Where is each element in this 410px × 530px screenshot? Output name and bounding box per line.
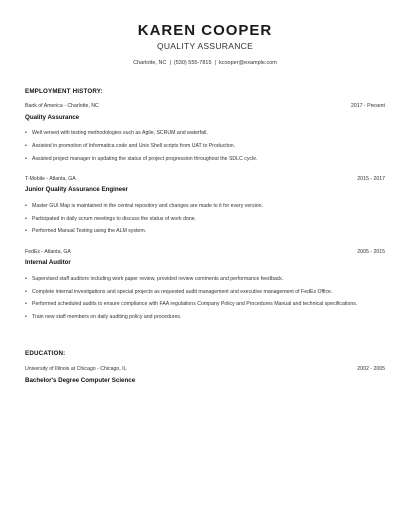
bullet-item: • Participated in daily scrum meetings to discuss the status of work done.	[25, 216, 385, 223]
candidate-title: QUALITY ASSURANCE	[156, 41, 254, 51]
contact-email: kcooper@example.com	[218, 60, 277, 66]
education-dates: 2002 - 2005	[357, 366, 385, 372]
candidate-name: KAREN COOPER	[137, 22, 273, 39]
job-title: Internal Auditor	[25, 259, 71, 266]
contact-line	[0, 60, 410, 66]
job-dates: 2015 - 2017	[357, 176, 385, 182]
bullet-item: • Supervised staff auditors including work paper review, provided review comments and performance feedback.	[25, 276, 385, 283]
job-header	[25, 176, 385, 182]
contact-location: Charlotte, NC	[133, 60, 167, 66]
employment-heading: EMPLOYMENT HISTORY:	[25, 88, 103, 95]
bullet-item: • Assisted in promotion of Informatica code and Unix Shell scripts from UAT to Production.	[25, 143, 385, 150]
job-bullets	[25, 130, 385, 163]
job-bullets	[25, 203, 385, 235]
education-header	[25, 366, 385, 372]
bullet-item: • Performed Manual Testing using the ALM system.	[25, 228, 385, 235]
contact-phone: (530) 555-7815	[173, 60, 212, 66]
education-school-location: University of Illinois at Chicago - Chicago, IL	[25, 366, 127, 372]
job-header	[25, 249, 385, 255]
bullet-item: • Train new staff members on daily auditing policy and procedures.	[25, 314, 385, 321]
job-company-location: FedEx - Atlanta, GA	[25, 249, 71, 255]
job-company-location: Bank of America - Charlotte, NC	[25, 103, 99, 109]
education-heading: EDUCATION:	[25, 350, 66, 357]
job-dates: 2005 - 2015	[357, 249, 385, 255]
bullet-item: • Complete internal investigations and special projects as requested audit management and executive management of FedEx Office.	[25, 289, 385, 296]
bullet-item: • Performed scheduled audits to ensure compliance with FAA regulations Company Policy and Procedures Manual and technical specifications.	[25, 301, 385, 308]
job-title: Quality Assurance	[25, 114, 80, 121]
bullet-item: • Master GUI Map is maintained in the central repository and changes are made to it for every version.	[25, 203, 385, 210]
bullet-item: • Well versed with testing methodologies such as Agile, SCRUM and waterfall.	[25, 130, 385, 137]
education-degree: Bachelor's Degree Computer Science	[25, 377, 136, 384]
bullet-item: • Assisted project manager in updating the status of project progression throughout the SDLC cycle.	[25, 156, 385, 163]
job-header	[25, 103, 385, 109]
job-bullets	[25, 276, 385, 321]
job-company-location: T-Mobile - Atlanta, GA	[25, 176, 76, 182]
job-title: Junior Quality Assurance Engineer	[25, 186, 128, 193]
contact-separator: |	[214, 60, 216, 66]
contact-separator: |	[169, 60, 171, 66]
job-dates: 2017 - Present	[350, 103, 385, 109]
